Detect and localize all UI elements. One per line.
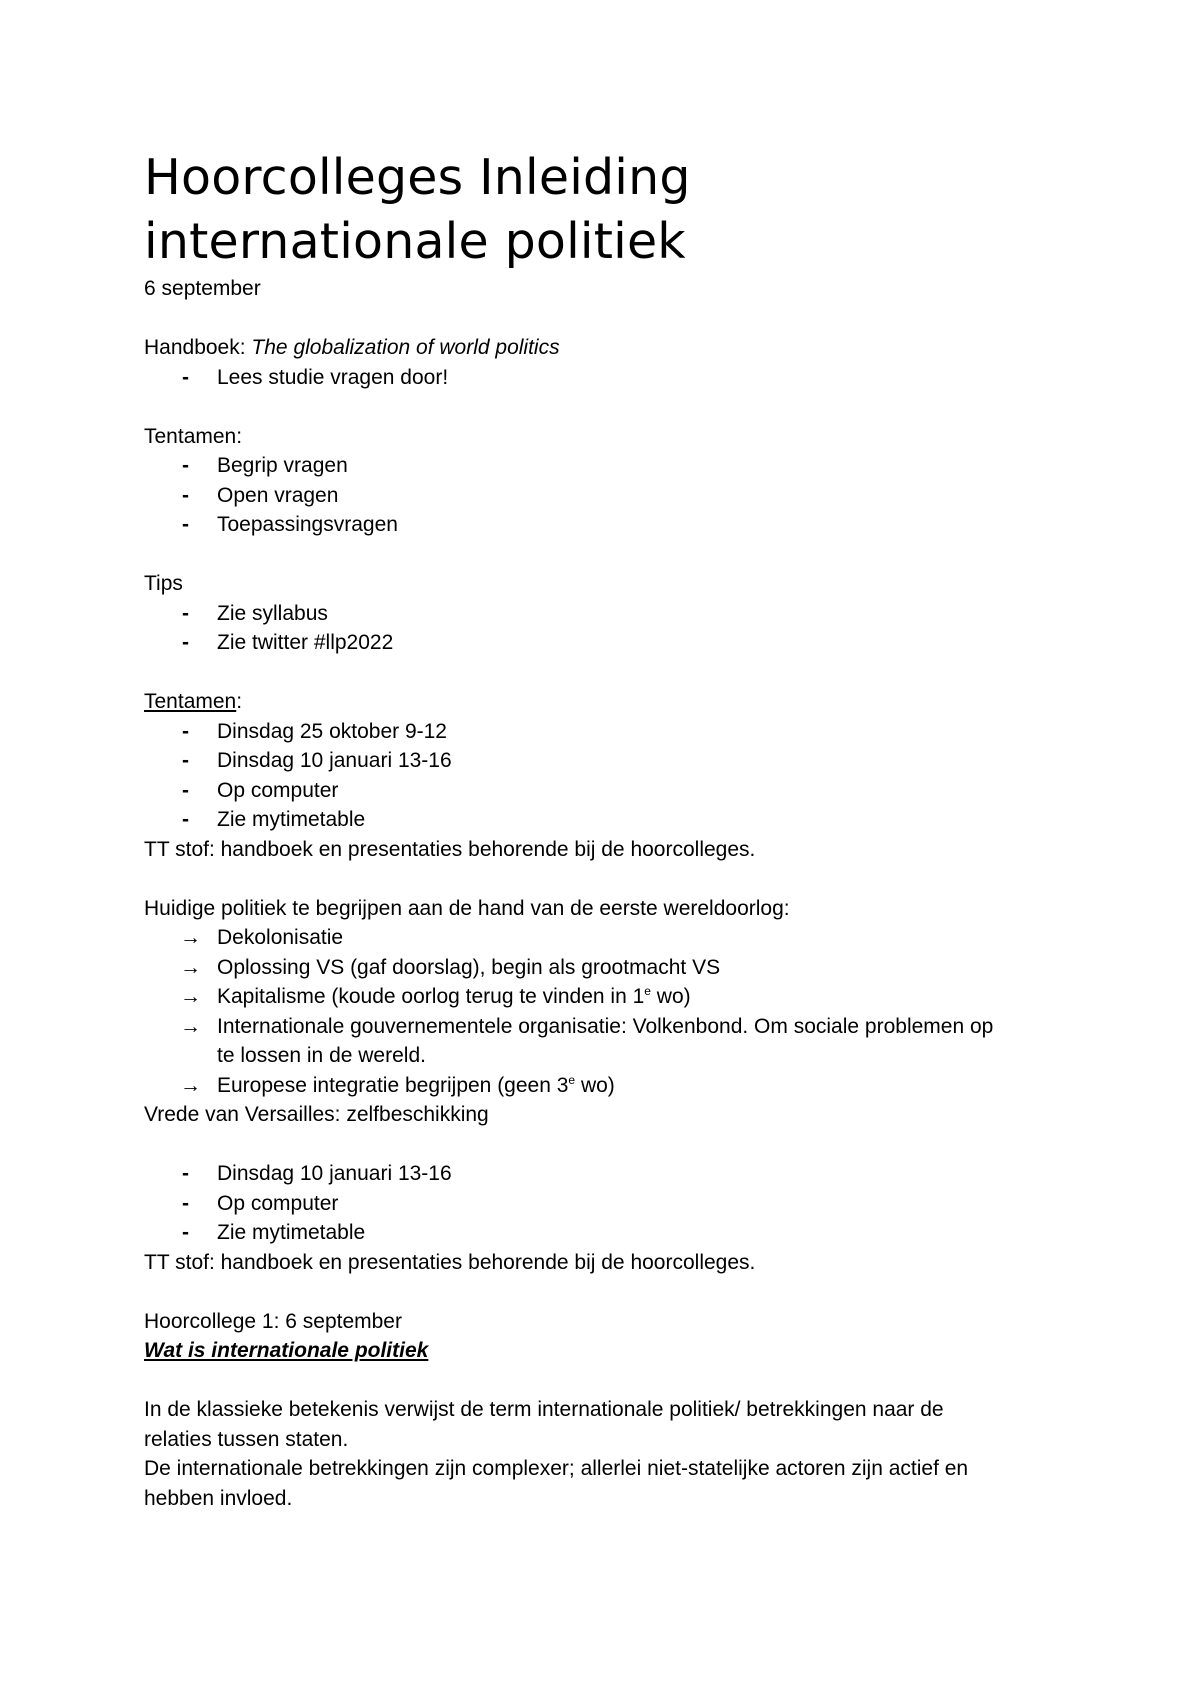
dash-bullet: - [182, 365, 189, 389]
huidige-arrow-list [144, 923, 1074, 1100]
list-item: - Zie mytimetable [144, 805, 1074, 835]
list-item: → Kapitalisme (koude oorlog terug te vinden in 1e wo) [144, 982, 1074, 1012]
handboek-book-title: The globalization of world politics [251, 336, 560, 359]
paragraph: In de klassieke betekenis verwijst de term internationale politiek/ betrekkingen naar de relaties tussen staten. De internationale betrekkingen zijn complexer; allerlei niet-statelijke actoren zijn actief en hebben invloed. [144, 1398, 969, 1510]
dash-bullet: - [182, 513, 189, 536]
list-item: → Oplossing VS (gaf doorslag), begin als grootmacht VS [144, 953, 1074, 983]
hoorcollege-1-label: Hoorcollege 1: 6 september [144, 1309, 402, 1333]
list-item: - Dinsdag 10 januari 13-16 [144, 746, 1074, 776]
dash-bullet: - [182, 808, 189, 831]
dash-bullet: - [182, 778, 189, 802]
list-item: - Begrip vragen [144, 451, 1074, 481]
list-item: - Zie mytimetable [144, 1218, 1074, 1248]
dash-bullet: - [182, 749, 189, 772]
handboek-list [144, 363, 1074, 393]
handboek-label: Handboek: [144, 336, 246, 359]
tt-stof-note-repeat: TT stof: handboek en presentaties behorende bij de hoorcolleges. [144, 1250, 756, 1274]
section-heading: Wat is internationale politiek [144, 1339, 429, 1362]
dash-bullet: - [182, 454, 189, 477]
arrow-icon: → [180, 1073, 201, 1097]
list-item: - Open vragen [144, 481, 1074, 511]
repeat-list [144, 1159, 1074, 1248]
list-item: → Dekolonisatie [144, 923, 1074, 953]
dash-bullet: - [182, 601, 189, 625]
tips-label: Tips [144, 572, 183, 595]
list-item: → Europese integratie begrijpen (geen 3e wo) [144, 1071, 1074, 1101]
tentamen-list [144, 451, 1074, 540]
tt-stof-note: TT stof: handboek en presentaties behorende bij de hoorcolleges. [144, 837, 756, 861]
dash-bullet: - [182, 631, 189, 654]
list-item: - Op computer [144, 1189, 1074, 1219]
list-item: - Lees studie vragen door! [144, 363, 1074, 393]
tentamen-dates-list [144, 717, 1074, 835]
tips-list [144, 599, 1074, 658]
dash-bullet: - [182, 1162, 189, 1185]
list-item: - Dinsdag 25 oktober 9-12 [144, 717, 1074, 747]
handboek-line [144, 333, 1074, 363]
list-item: - Zie syllabus [144, 599, 1074, 629]
arrow-icon: → [180, 985, 201, 1008]
arrow-icon: → [180, 1014, 201, 1038]
document-title [144, 146, 1074, 274]
document-page [144, 146, 1074, 1513]
dash-bullet: - [182, 483, 189, 507]
arrow-icon: → [180, 955, 201, 979]
list-item: - Toepassingsvragen [144, 510, 1074, 540]
title-line-1: Hoorcolleges Inleiding [144, 149, 691, 206]
tentamen-label: Tentamen: [144, 424, 243, 448]
arrow-icon: → [180, 926, 201, 949]
date-line: 6 september [144, 277, 261, 300]
list-item: → Internationale gouvernementele organisatie: Volkenbond. Om sociale problemen op te lossen in de wereld. [144, 1012, 1074, 1071]
list-item: - Zie twitter #llp2022 [144, 628, 1074, 658]
huidige-intro: Huidige politiek te begrijpen aan de hand van de eerste wereldoorlog: [144, 896, 790, 920]
list-item: - Dinsdag 10 januari 13-16 [144, 1159, 1074, 1189]
dash-bullet: - [182, 1221, 189, 1244]
dash-bullet: - [182, 719, 189, 743]
title-line-2: internationale politiek [144, 213, 686, 270]
dash-bullet: - [182, 1191, 189, 1215]
versailles-line: Vrede van Versailles: zelfbeschikking [144, 1103, 489, 1126]
list-item: - Op computer [144, 776, 1074, 806]
tentamen-dates-label: Tentamen: [144, 690, 243, 713]
